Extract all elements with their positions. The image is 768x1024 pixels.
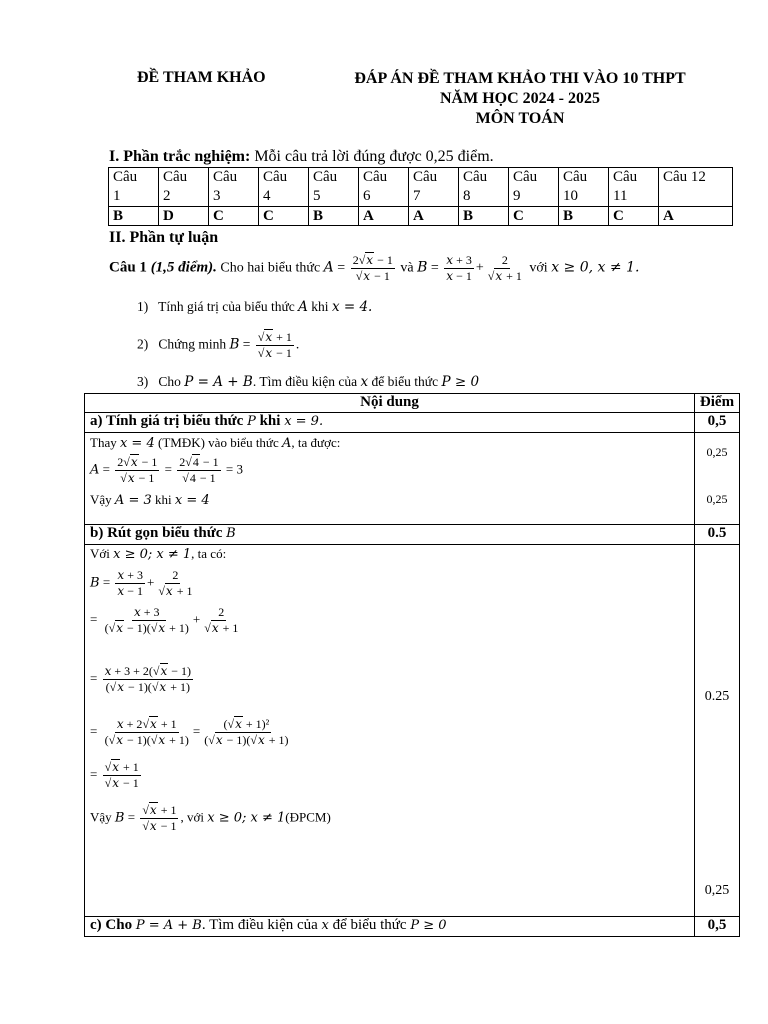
part-a-body-row xyxy=(85,433,740,525)
part-a-body: Thay x = 4 (TMĐK) vào biểu thức A, ta được: A = $\frac{2√x - 1}{√x - 1}$ = $\frac{2√4 - 1}{√4 - 1}$ = 3 Vậy A = 3 khi x = 4 xyxy=(85,433,695,525)
formula-a: $\frac{2√x - 1}{√x - 1}$ xyxy=(352,253,393,283)
answer-cell: A xyxy=(659,207,733,226)
question-cell: Câu 6 xyxy=(359,168,409,207)
answer-cell: B xyxy=(559,207,609,226)
part-b-body: Với x ≥ 0; x ≠ 1, ta có: B = $\frac{x + 3}{x - 1}$ + $\frac{2}{√x + 1}$ = $\frac{x + 3}{(√x - 1)(√x + 1)}$ + $\frac{2}{√x + 1}$ = $\frac{x + 3 + 2(√x - 1)}{(√x - 1)(√x + 1)}$ = $\frac{x + 2√x + 1}{(√x - 1)(√x + 1)}$ = $\frac{\text{(√x + 1)²}}{(√x - 1)(√x + 1)}$ = $\frac{√x + 1}{√x - 1}$ Vậy B = $\frac{√x + 1}{√x - 1}$ , với x ≥ 0; x ≠ 1(ĐPCM) xyxy=(85,545,695,917)
answer-table xyxy=(108,167,733,226)
formula-b-part1: $\frac{x + 3}{x - 1}$ xyxy=(446,253,472,283)
part-b-title-row xyxy=(85,525,740,545)
formula-b-proof: $\frac{√x + 1}{√x - 1}$ xyxy=(257,330,292,360)
header-left: ĐỀ THAM KHẢO xyxy=(137,69,266,86)
answer-table-answers-row xyxy=(109,207,733,226)
header-right xyxy=(300,69,740,129)
task-2: 2) Chứng minh B = $\frac{√x + 1}{√x - 1}$ . xyxy=(137,330,300,360)
part-b-scores: 0.25 0,25 xyxy=(695,545,740,917)
part1-heading xyxy=(109,148,494,166)
part-c-points: 0,5 xyxy=(695,917,740,937)
solution-table-header xyxy=(85,394,740,413)
question-cell: Câu 2 xyxy=(159,168,209,207)
part-b-points: 0.5 xyxy=(695,525,740,545)
answer-cell: B xyxy=(109,207,159,226)
question-cell: Câu 1 xyxy=(109,168,159,207)
question-cell: Câu 10 xyxy=(559,168,609,207)
header-year: NĂM HỌC 2024 - 2025 xyxy=(440,90,600,107)
part2-title: II. Phần tự luận xyxy=(109,229,219,246)
formula-b-part2: $\frac{2}{√x + 1}$ xyxy=(487,253,522,283)
part-b-body-row xyxy=(85,545,740,917)
part-b-step-2: = $\frac{x + 3}{(√x - 1)(√x + 1)}$ + $\frac{2}{√x + 1}$ xyxy=(90,605,239,635)
part-a-title-row xyxy=(85,413,740,433)
part-a-title: a) Tính giá trị biểu thức P khi x = 9. xyxy=(85,413,695,433)
answer-cell: C xyxy=(509,207,559,226)
task-1: 1) Tính giá trị của biểu thức A khi x = 4. xyxy=(137,299,373,315)
question-cell: Câu 3 xyxy=(209,168,259,207)
answer-cell: A xyxy=(359,207,409,226)
part-b-step-4: = $\frac{x + 2√x + 1}{(√x - 1)(√x + 1)}$ = $\frac{\text{(√x + 1)²}}{(√x - 1)(√x + 1)}$ xyxy=(90,717,289,747)
part-b-step-5: = $\frac{√x + 1}{√x - 1}$ xyxy=(90,760,139,790)
part-b-conclusion: Vậy B = $\frac{√x + 1}{√x - 1}$ , với x ≥ 0; x ≠ 1(ĐPCM) xyxy=(90,803,331,833)
part-c-title-row xyxy=(85,917,740,937)
col-content-header: Nội dung xyxy=(85,394,695,413)
part-c-title: c) Cho P = A + B. Tìm điều kiện của x để biểu thức P ≥ 0 xyxy=(85,917,695,937)
answer-cell: B xyxy=(459,207,509,226)
header-title: ĐÁP ÁN ĐỀ THAM KHẢO THI VÀO 10 THPT xyxy=(354,70,686,87)
task-3: 3) Cho P = A + B. Tìm điều kiện của x để biểu thức P ≥ 0 xyxy=(137,374,480,390)
question-cell: Câu 12 xyxy=(659,168,733,207)
part1-title: I. Phần trắc nghiệm: xyxy=(109,148,251,165)
question-cell: Câu 9 xyxy=(509,168,559,207)
answer-cell: C xyxy=(259,207,309,226)
part-a-calculation: A = $\frac{2√x - 1}{√x - 1}$ = $\frac{2√4 - 1}{√4 - 1}$ = 3 xyxy=(90,455,243,485)
part-b-step-1: B = $\frac{x + 3}{x - 1}$ + $\frac{2}{√x + 1}$ xyxy=(90,568,193,598)
part-b-title: b) Rút gọn biểu thức B xyxy=(85,525,695,545)
question-cell: Câu 5 xyxy=(309,168,359,207)
answer-cell: A xyxy=(409,207,459,226)
header-subject: MÔN TOÁN xyxy=(475,110,565,127)
col-points-header: Điểm xyxy=(695,394,740,413)
question-cell: Câu 4 xyxy=(259,168,309,207)
part-a-points: 0,5 xyxy=(695,413,740,433)
answer-cell: C xyxy=(209,207,259,226)
question-cell: Câu 11 xyxy=(609,168,659,207)
part1-note: Mỗi câu trả lời đúng được 0,25 điểm. xyxy=(254,148,494,165)
part-b-step-3: = $\frac{x + 3 + 2(√x - 1)}{(√x - 1)(√x + 1)}$ xyxy=(90,664,192,694)
answer-table-questions-row xyxy=(109,168,733,207)
question-cell: Câu 7 xyxy=(409,168,459,207)
question-1-label: Câu 1 (1,5 điểm). xyxy=(109,259,217,276)
question-cell: Câu 8 xyxy=(459,168,509,207)
question-1: Câu 1 (1,5 điểm). Cho hai biểu thức A = $\frac{2√x - 1}{√x - 1}$ và B = $\frac{x + 3}{x - 1}$ + $\frac{2}{√x + 1}$ với x ≥ 0, x ≠ 1. xyxy=(109,253,640,283)
part-a-scores: 0,25 0,25 xyxy=(695,433,740,525)
answer-cell: B xyxy=(309,207,359,226)
solution-table xyxy=(84,393,740,937)
question-1-text: Cho hai biểu thức xyxy=(220,260,321,276)
answer-cell: C xyxy=(609,207,659,226)
answer-cell: D xyxy=(159,207,209,226)
